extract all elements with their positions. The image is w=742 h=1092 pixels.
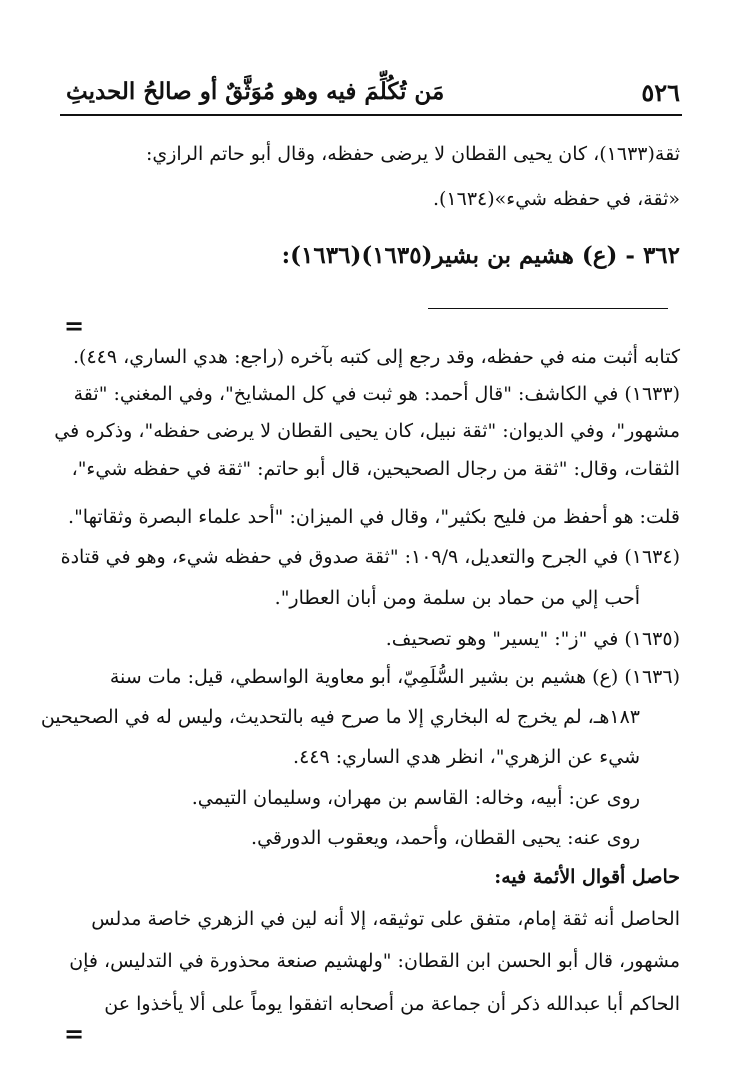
- page-number: ٥٢٦: [641, 78, 680, 107]
- continuation-marker: =: [64, 1019, 85, 1048]
- continuation-marker: =: [64, 311, 85, 340]
- footnote-separator: [428, 308, 668, 309]
- footnote-line: روى عن: أبيه، وخاله: القاسم بن مهران، وسليمان التيمي.: [191, 787, 640, 809]
- main-text-line: «ثقة، في حفظه شيء»(١٦٣٤).: [432, 188, 680, 210]
- running-title: مَن تُكُلِّمَ فيه وهو مُوَثَّقٌ أو صالحُ الحديثِ: [66, 78, 445, 105]
- footnote-line: ١٨٣هـ، لم يخرج له البخاري إلا ما صرح فيه بالتحديث، وليس له في الصحيحين: [40, 706, 640, 728]
- footnote-line: الحاكم أبا عبدالله ذكر أن جماعة من أصحابه اتفقوا يوماً على ألا يأخذوا عن: [104, 993, 680, 1015]
- section-heading: حاصل أقوال الأئمة فيه:: [494, 866, 680, 888]
- footnote-line: أحب إلي من حماد بن سلمة ومن أبان العطار".: [274, 587, 640, 609]
- main-text-line: ثقة(١٦٣٣)، كان يحيى القطان لا يرضى حفظه، وقال أبو حاتم الرازي:: [145, 143, 680, 165]
- footnote-line: (١٦٣٦) (ع) هشيم بن بشير السُّلَمِيّ، أبو معاوية الواسطي، قيل: مات سنة: [109, 666, 680, 688]
- footnote-line: الثقات، وقال: "ثقة من رجال الصحيحين، قال أبو حاتم: "ثقة في حفظه شيء"،: [71, 458, 680, 480]
- footnote-line: الحاصل أنه ثقة إمام، متفق على توثيقه، إلا أنه لين في الزهري خاصة مدلس: [91, 908, 680, 930]
- page-header: [60, 74, 682, 116]
- footnote-line: (١٦٣٥) في "ز": "يسير" وهو تصحيف.: [385, 628, 680, 650]
- footnote-line: كتابه أثبت منه في حفظه، وقد رجع إلى كتبه بآخره (راجع: هدي الساري، ٤٤٩).: [73, 346, 680, 368]
- footnote-line: روى عنه: يحيى القطان، وأحمد، ويعقوب الدورقي.: [251, 827, 640, 849]
- footnote-line: (١٦٣٣) في الكاشف: "قال أحمد: هو ثبت في كل المشايخ"، وفي المغني: "ثقة: [73, 383, 680, 405]
- footnote-line: (١٦٣٤) في الجرح والتعديل، ١٠٩/٩: "ثقة صدوق في حفظه شيء، وهو في قتادة: [60, 546, 680, 568]
- footnote-line: مشهور، قال أبو الحسن ابن القطان: "ولهشيم صنعة محذورة في التدليس، فإن: [69, 950, 680, 972]
- footnote-line: قلت: هو أحفظ من فليح بكثير"، وقال في الميزان: "أحد علماء البصرة وثقاتها".: [68, 506, 680, 528]
- footnote-line: شيء عن الزهري"، انظر هدي الساري: ٤٤٩.: [293, 746, 640, 768]
- footnote-line: مشهور"، وفي الديوان: "ثقة نبيل، كان يحيى القطان لا يرضى حفظه"، وذكره في: [54, 420, 680, 442]
- entry-heading: ٣٦٢ - (ع) هشيم بن بشير(١٦٣٥)(١٦٣٦):: [281, 242, 680, 269]
